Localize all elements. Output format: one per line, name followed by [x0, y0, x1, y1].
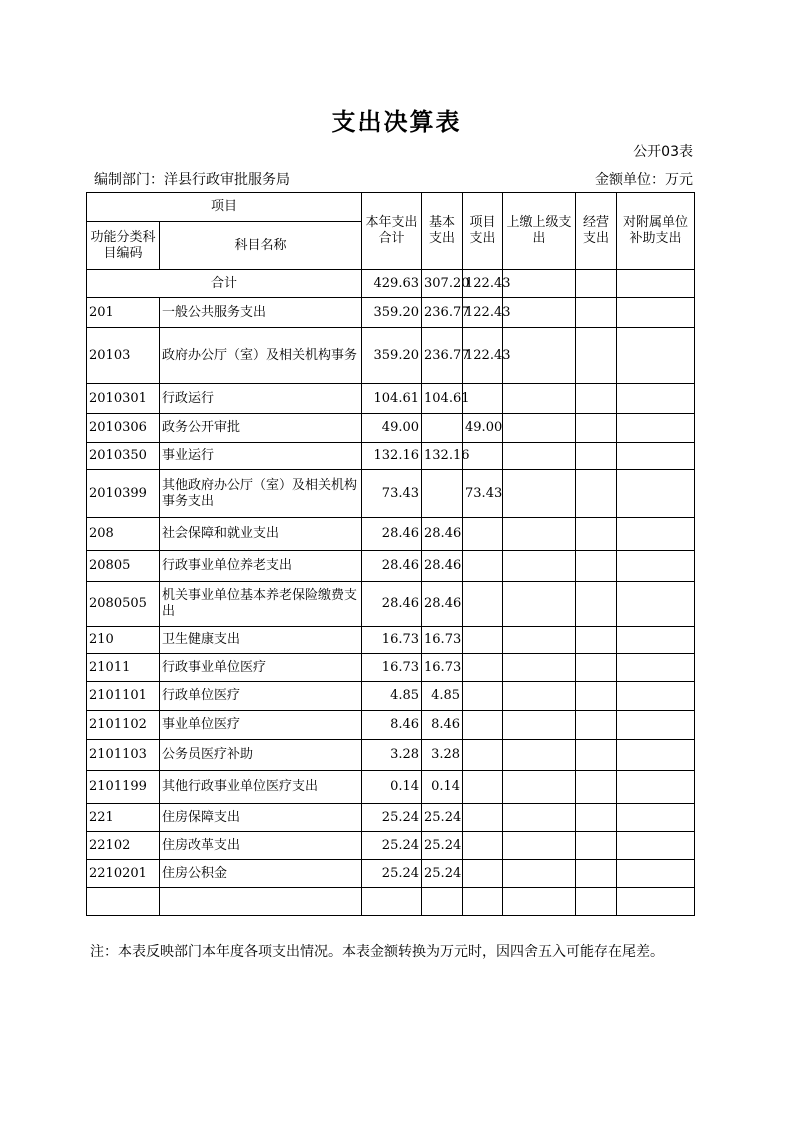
empty-cell — [422, 888, 463, 916]
empty-cell — [463, 888, 503, 916]
empty-cell — [576, 518, 617, 551]
row-project — [463, 551, 503, 582]
row-code: 20103 — [87, 328, 160, 384]
row-name: 机关事业单位基本养老保险缴费支出 — [160, 582, 362, 627]
empty-cell — [503, 860, 576, 888]
row-code: 2101102 — [87, 711, 160, 740]
table-row — [87, 298, 695, 328]
row-project — [463, 654, 503, 682]
row-code: 22102 — [87, 832, 160, 860]
empty-cell — [617, 860, 695, 888]
row-total: 3.28 — [362, 740, 422, 771]
table-row — [87, 443, 695, 470]
row-project — [463, 804, 503, 832]
row-basic: 16.73 — [422, 627, 463, 654]
row-basic: 28.46 — [422, 551, 463, 582]
table-row — [87, 832, 695, 860]
row-project — [463, 518, 503, 551]
row-basic: 25.24 — [422, 860, 463, 888]
header-project: 项目支出 — [463, 193, 503, 270]
row-total: 0.14 — [362, 771, 422, 804]
table-row — [87, 654, 695, 682]
row-name: 其他行政事业单位医疗支出 — [160, 771, 362, 804]
row-total: 25.24 — [362, 804, 422, 832]
row-total: 359.20 — [362, 298, 422, 328]
empty-cell — [617, 740, 695, 771]
empty-cell — [576, 804, 617, 832]
header-total: 本年支出合计 — [362, 193, 422, 270]
row-basic: 132.16 — [422, 443, 463, 470]
empty-cell — [576, 711, 617, 740]
row-total: 49.00 — [362, 414, 422, 443]
total-row — [87, 270, 695, 298]
table-row — [87, 711, 695, 740]
row-name: 社会保障和就业支出 — [160, 518, 362, 551]
empty-cell — [503, 740, 576, 771]
empty-cell — [160, 888, 362, 916]
empty-cell — [503, 682, 576, 711]
row-code: 2080505 — [87, 582, 160, 627]
empty-cell — [503, 414, 576, 443]
row-basic: 4.85 — [422, 682, 463, 711]
empty-cell — [617, 518, 695, 551]
table-row — [87, 328, 695, 384]
empty-cell — [576, 328, 617, 384]
department-label: 编制部门：洋县行政审批服务局 — [94, 172, 290, 188]
row-name: 公务员医疗补助 — [160, 740, 362, 771]
table-row — [87, 804, 695, 832]
empty-cell — [576, 654, 617, 682]
empty-cell — [503, 470, 576, 518]
row-basic: 25.24 — [422, 804, 463, 832]
header-subsidy: 对附属单位补助支出 — [617, 193, 695, 270]
row-total: 4.85 — [362, 682, 422, 711]
row-code: 2010399 — [87, 470, 160, 518]
row-name: 住房保障支出 — [160, 804, 362, 832]
row-basic: 3.28 — [422, 740, 463, 771]
total-label: 合计 — [87, 270, 362, 298]
row-code: 221 — [87, 804, 160, 832]
empty-row — [87, 888, 695, 916]
row-name: 政务公开审批 — [160, 414, 362, 443]
row-total: 104.61 — [362, 384, 422, 414]
row-total: 359.20 — [362, 328, 422, 384]
empty-cell — [503, 804, 576, 832]
table-row — [87, 414, 695, 443]
row-code: 2010306 — [87, 414, 160, 443]
table-row — [87, 551, 695, 582]
row-name: 卫生健康支出 — [160, 627, 362, 654]
row-code: 2101103 — [87, 740, 160, 771]
empty-cell — [617, 627, 695, 654]
total-amount: 429.63 — [362, 270, 422, 298]
empty-cell — [576, 270, 617, 298]
table-row — [87, 627, 695, 654]
empty-cell — [503, 888, 576, 916]
row-basic: 0.14 — [422, 771, 463, 804]
row-code: 201 — [87, 298, 160, 328]
empty-cell — [503, 654, 576, 682]
row-basic: 104.61 — [422, 384, 463, 414]
empty-cell — [503, 384, 576, 414]
empty-cell — [617, 832, 695, 860]
empty-cell — [503, 771, 576, 804]
row-basic — [422, 414, 463, 443]
table-row — [87, 860, 695, 888]
header-business: 经营支出 — [576, 193, 617, 270]
row-code: 2010350 — [87, 443, 160, 470]
empty-cell — [617, 582, 695, 627]
row-project: 122.43 — [463, 328, 503, 384]
row-total: 25.24 — [362, 832, 422, 860]
row-project: 73.43 — [463, 470, 503, 518]
footnote: 注：本表反映部门本年度各项支出情况。本表金额转换为万元时，因四舍五入可能存在尾差。 — [90, 944, 664, 960]
row-name: 住房公积金 — [160, 860, 362, 888]
row-code: 2101199 — [87, 771, 160, 804]
empty-cell — [617, 551, 695, 582]
empty-cell — [617, 654, 695, 682]
table-row — [87, 384, 695, 414]
row-basic — [422, 470, 463, 518]
row-project — [463, 627, 503, 654]
empty-cell — [576, 414, 617, 443]
row-code: 208 — [87, 518, 160, 551]
empty-cell — [576, 740, 617, 771]
empty-cell — [503, 627, 576, 654]
empty-cell — [503, 298, 576, 328]
row-name: 政府办公厅（室）及相关机构事务 — [160, 328, 362, 384]
empty-cell — [617, 384, 695, 414]
row-basic: 28.46 — [422, 582, 463, 627]
row-project — [463, 582, 503, 627]
row-name: 一般公共服务支出 — [160, 298, 362, 328]
row-total: 16.73 — [362, 627, 422, 654]
row-project — [463, 771, 503, 804]
header-upper: 上缴上级支出 — [503, 193, 576, 270]
empty-cell — [617, 470, 695, 518]
empty-cell — [503, 551, 576, 582]
empty-cell — [576, 470, 617, 518]
form-number: 公开03表 — [633, 144, 693, 160]
table-row — [87, 518, 695, 551]
page-title: 支出决算表 — [331, 108, 462, 136]
empty-cell — [503, 518, 576, 551]
expenditure-table — [86, 192, 695, 916]
row-project: 49.00 — [463, 414, 503, 443]
empty-cell — [617, 414, 695, 443]
empty-cell — [576, 443, 617, 470]
empty-cell — [503, 270, 576, 298]
empty-cell — [617, 711, 695, 740]
empty-cell — [617, 804, 695, 832]
empty-cell — [576, 627, 617, 654]
row-total: 8.46 — [362, 711, 422, 740]
empty-cell — [617, 328, 695, 384]
empty-cell — [87, 888, 160, 916]
row-name: 行政运行 — [160, 384, 362, 414]
empty-cell — [617, 888, 695, 916]
header-item: 项目 — [87, 193, 362, 222]
row-name: 行政单位医疗 — [160, 682, 362, 711]
row-project — [463, 711, 503, 740]
row-project — [463, 860, 503, 888]
header-code: 功能分类科目编码 — [87, 222, 160, 270]
row-name: 其他政府办公厅（室）及相关机构事务支出 — [160, 470, 362, 518]
row-code: 210 — [87, 627, 160, 654]
row-basic: 16.73 — [422, 654, 463, 682]
row-code: 2210201 — [87, 860, 160, 888]
row-name: 事业运行 — [160, 443, 362, 470]
empty-cell — [576, 298, 617, 328]
row-name: 住房改革支出 — [160, 832, 362, 860]
amount-unit-label: 金额单位：万元 — [595, 172, 693, 188]
row-total: 28.46 — [362, 582, 422, 627]
empty-cell — [576, 860, 617, 888]
row-basic: 236.77 — [422, 298, 463, 328]
row-project — [463, 832, 503, 860]
row-total: 16.73 — [362, 654, 422, 682]
row-project: 122.43 — [463, 298, 503, 328]
row-total: 132.16 — [362, 443, 422, 470]
row-total: 25.24 — [362, 860, 422, 888]
empty-cell — [362, 888, 422, 916]
row-code: 2010301 — [87, 384, 160, 414]
row-project — [463, 740, 503, 771]
total-project: 122.43 — [463, 270, 503, 298]
row-name: 行政事业单位医疗 — [160, 654, 362, 682]
row-basic: 28.46 — [422, 518, 463, 551]
empty-cell — [576, 771, 617, 804]
empty-cell — [617, 443, 695, 470]
row-basic: 25.24 — [422, 832, 463, 860]
empty-cell — [576, 384, 617, 414]
row-project — [463, 682, 503, 711]
empty-cell — [576, 682, 617, 711]
empty-cell — [617, 270, 695, 298]
empty-cell — [617, 682, 695, 711]
row-total: 73.43 — [362, 470, 422, 518]
row-name: 事业单位医疗 — [160, 711, 362, 740]
table-row — [87, 771, 695, 804]
empty-cell — [503, 711, 576, 740]
row-code: 20805 — [87, 551, 160, 582]
table-row — [87, 682, 695, 711]
empty-cell — [617, 771, 695, 804]
row-code: 2101101 — [87, 682, 160, 711]
header-name: 科目名称 — [160, 222, 362, 270]
empty-cell — [503, 582, 576, 627]
empty-cell — [576, 832, 617, 860]
row-total: 28.46 — [362, 551, 422, 582]
empty-cell — [503, 832, 576, 860]
table-row — [87, 740, 695, 771]
empty-cell — [576, 888, 617, 916]
empty-cell — [503, 443, 576, 470]
row-basic: 236.77 — [422, 328, 463, 384]
empty-cell — [576, 551, 617, 582]
row-basic: 8.46 — [422, 711, 463, 740]
row-code: 21011 — [87, 654, 160, 682]
table-row — [87, 582, 695, 627]
empty-cell — [617, 298, 695, 328]
empty-cell — [576, 582, 617, 627]
header-basic: 基本支出 — [422, 193, 463, 270]
total-basic: 307.20 — [422, 270, 463, 298]
empty-cell — [503, 328, 576, 384]
table-row — [87, 470, 695, 518]
row-name: 行政事业单位养老支出 — [160, 551, 362, 582]
row-total: 28.46 — [362, 518, 422, 551]
